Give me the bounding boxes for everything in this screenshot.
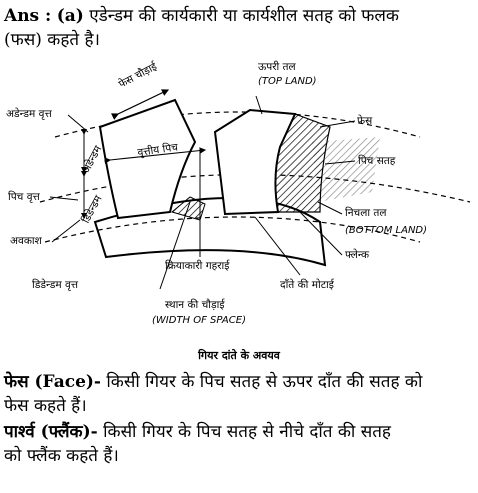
answer-text-1: एडेन्डम की कार्यकारी या कार्यशील सतह को फलक — [89, 6, 399, 26]
label-face-width: फेस चौड़ाई — [116, 60, 159, 91]
answer-option: (a) — [56, 6, 84, 26]
flank-term: पार्श्व (फ्लैंक)- — [4, 422, 98, 442]
face-definition-line-1 — [4, 370, 474, 394]
face-term: फेस (Face)- — [4, 372, 101, 392]
label-pitch-circle: पिच वृत्त — [8, 191, 40, 203]
gear-tooth-diagram — [0, 52, 478, 348]
label-circular-pitch: वृत्तीय पिच — [136, 141, 179, 159]
label-space-width-hi: स्थान की चौड़ाई — [165, 299, 225, 311]
label-bottom-land-en: (BOTTOM LAND) — [345, 225, 428, 236]
label-dedendum: डिडेन्डम — [80, 193, 105, 226]
label-face: फेस — [357, 115, 373, 127]
label-pitch-surface: पिच सतह — [358, 155, 396, 167]
label-addendum: अडेन्डम — [80, 143, 105, 176]
label-top-land-hi: ऊपरी तल — [258, 61, 296, 73]
face-def-1: किसी गियर के पिच सतह से ऊपर दाँत की सतह को — [100, 372, 423, 392]
flank-def-2: को फ्लैंक कहते हैं। — [4, 446, 119, 466]
label-space-width-en: (WIDTH OF SPACE) — [152, 315, 246, 326]
answer-line-1 — [4, 4, 474, 28]
pitch-surface-shading — [312, 137, 380, 202]
flank-def-1: किसी गियर के पिच सतह से नीचे दाँत की सतह — [97, 422, 391, 442]
face-definition-line-2 — [4, 394, 474, 418]
label-bottom-land-hi: निचला तल — [345, 207, 387, 219]
answer-line-2 — [4, 28, 474, 52]
flank-definition-line-1 — [4, 420, 474, 444]
diagram-caption: गियर दांते के अवयव — [198, 349, 280, 362]
label-dedendum-circle: डिडेन्डम वृत्त — [32, 279, 79, 291]
flank-definition-line-2 — [4, 444, 474, 468]
label-flank: फ्लेन्क — [345, 249, 370, 261]
label-addendum-circle: अडेन्डम वृत्त — [6, 108, 52, 120]
answer-prefix: Ans : — [4, 6, 52, 26]
label-tooth-thickness: दाँते की मोटाई — [280, 279, 334, 291]
answer-text-2: (फस) कहते है। — [4, 30, 100, 50]
label-working-depth: क्रियाकारी गहराई — [165, 260, 230, 272]
face-def-2: फेस कहते हैं। — [4, 396, 87, 416]
label-top-land-en: (TOP LAND) — [258, 76, 317, 87]
label-clearance: अवकाश — [10, 235, 42, 247]
